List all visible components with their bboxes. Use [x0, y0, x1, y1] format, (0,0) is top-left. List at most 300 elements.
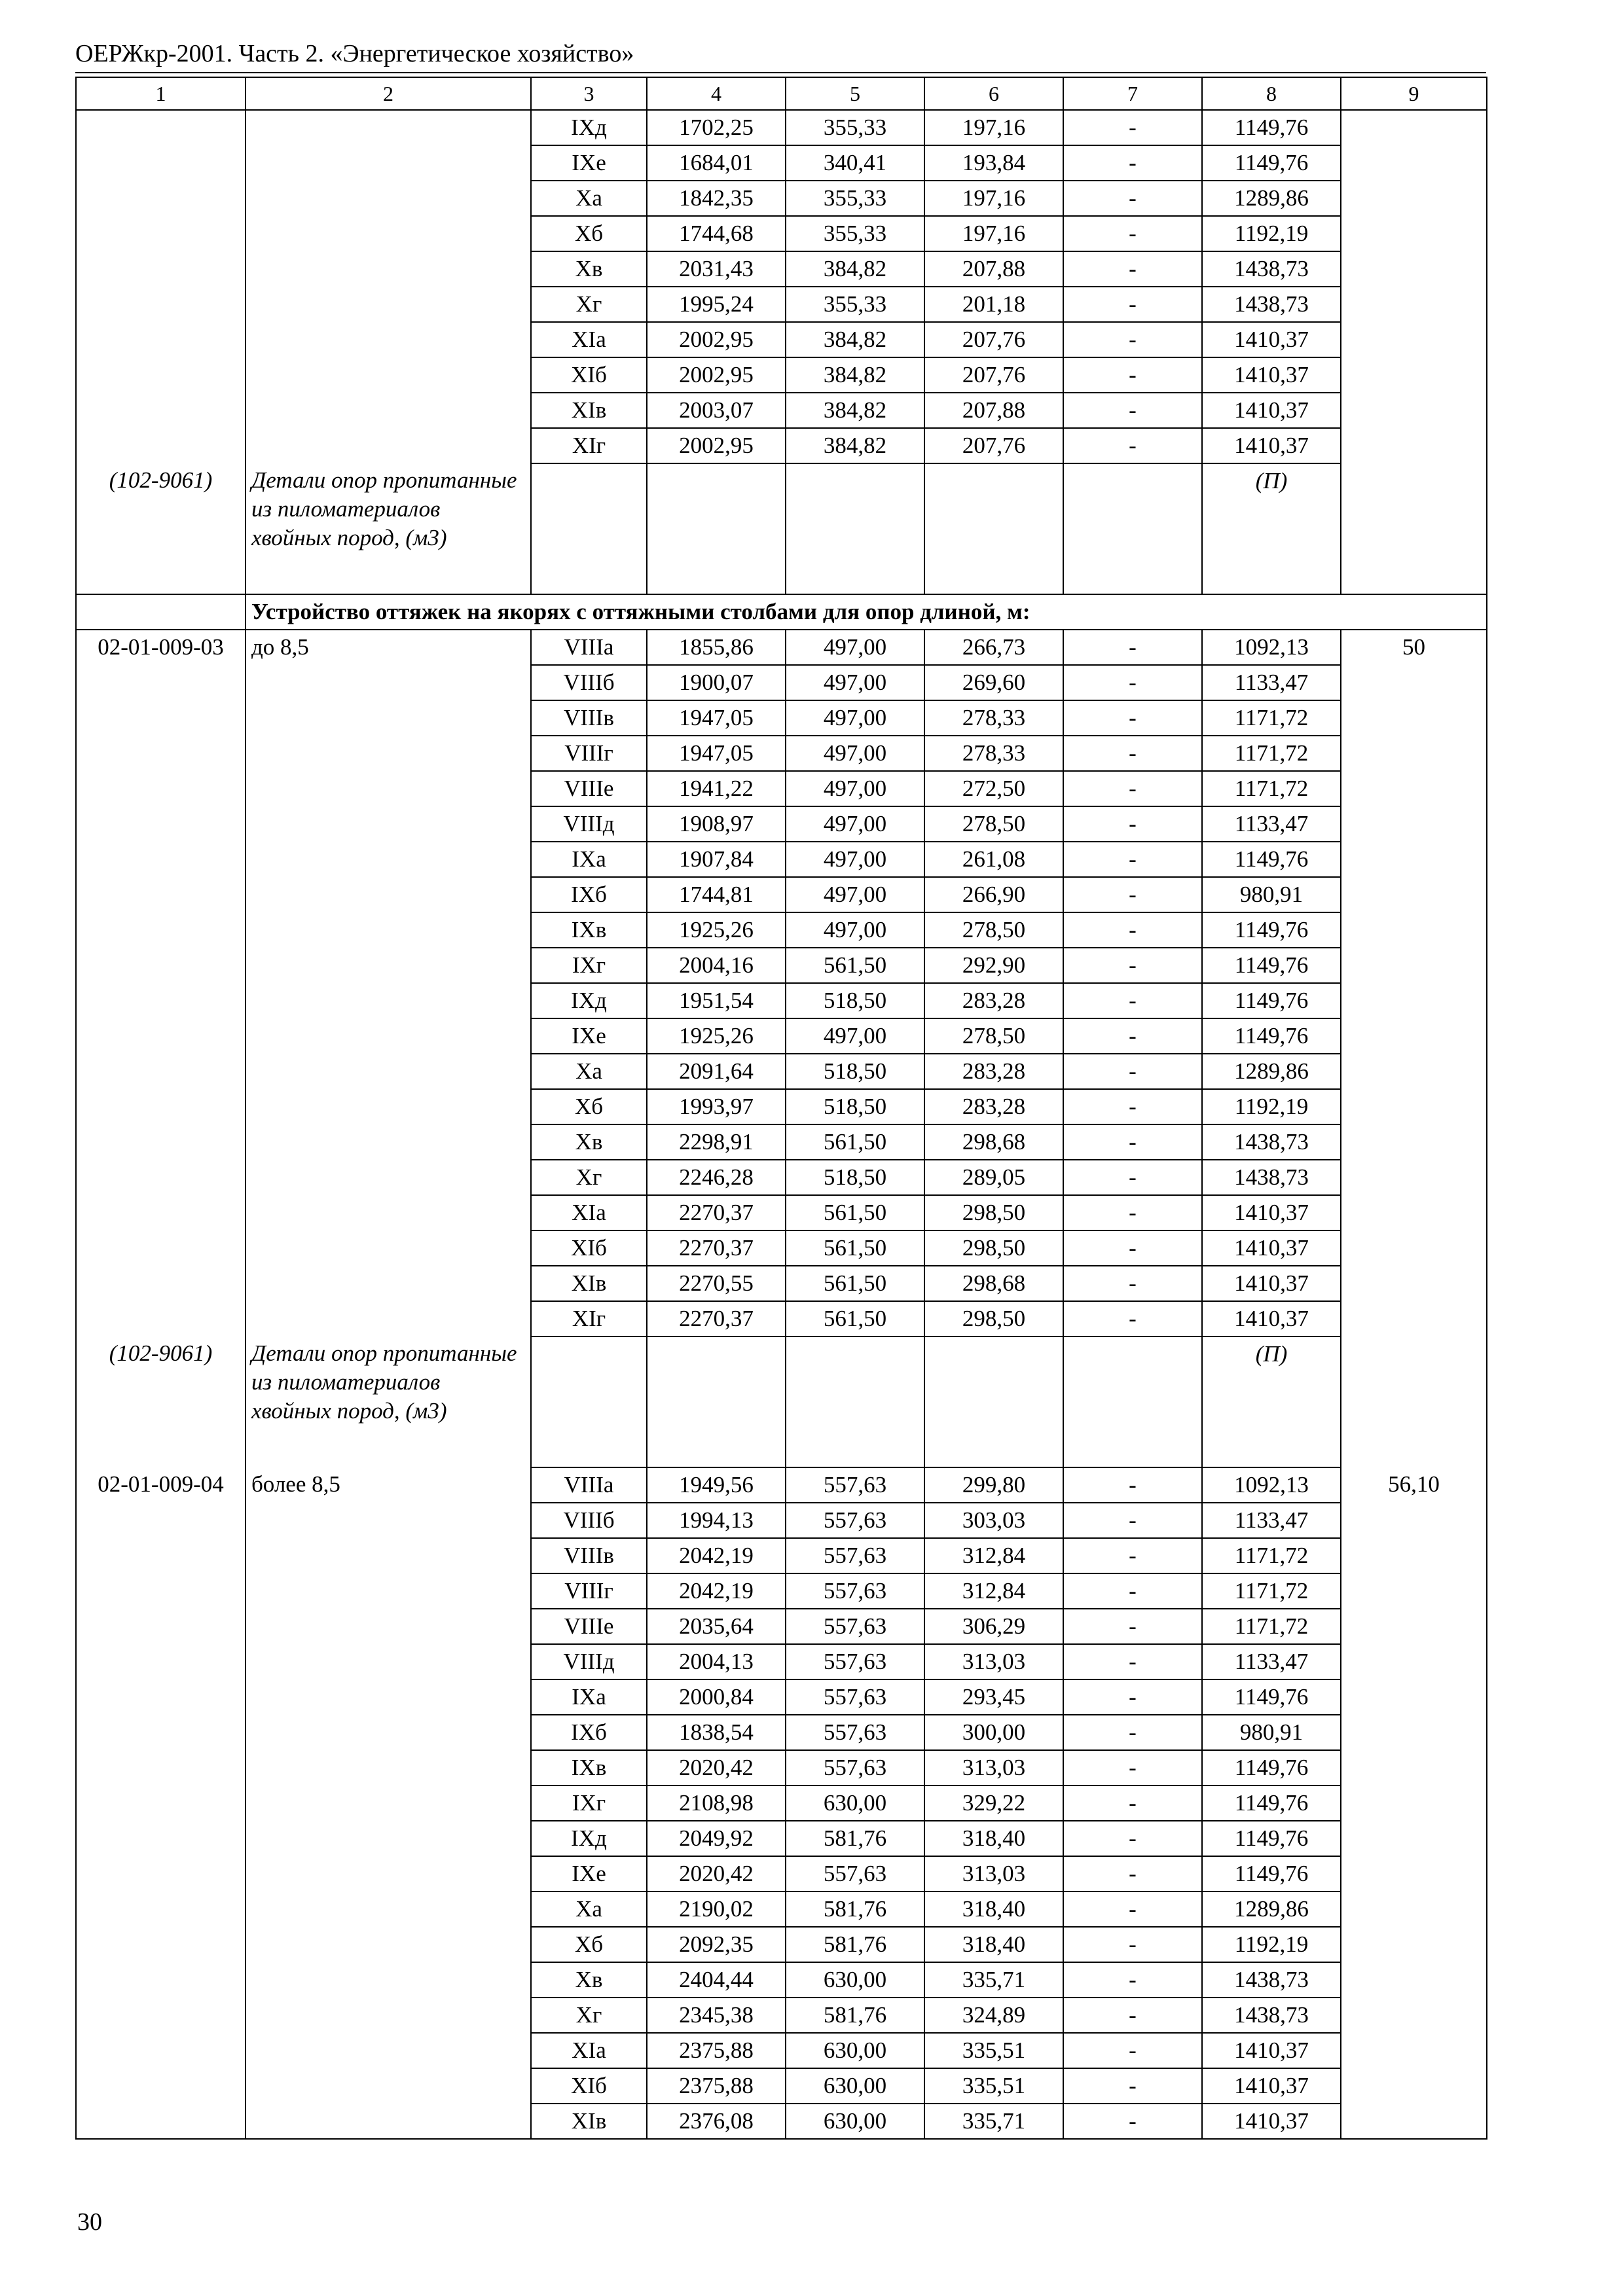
table-row — [76, 216, 1487, 251]
table-row — [76, 877, 1487, 912]
value-cell: 278,33 — [924, 700, 1063, 736]
col9-cell — [1341, 665, 1487, 700]
value-cell: 581,76 — [786, 1821, 924, 1856]
name-cell — [246, 216, 531, 251]
col9-cell: 56,10 — [1341, 1467, 1487, 1503]
value-cell: 1171,72 — [1202, 700, 1341, 736]
value-cell: 1410,37 — [1202, 1301, 1341, 1336]
blank-cell — [1341, 1336, 1487, 1467]
value-cell: 318,40 — [924, 1821, 1063, 1856]
value-cell: 2375,88 — [647, 2068, 786, 2104]
value-cell: 272,50 — [924, 771, 1063, 806]
value-cell: - — [1063, 665, 1202, 700]
name-cell — [246, 806, 531, 842]
col9-cell — [1341, 428, 1487, 463]
blank-cell — [647, 1336, 786, 1467]
value-cell: 355,33 — [786, 110, 924, 145]
value-cell: - — [1063, 842, 1202, 877]
material-code: (102-9061) — [76, 463, 246, 594]
value-cell: 630,00 — [786, 2068, 924, 2104]
value-cell: 329,22 — [924, 1785, 1063, 1821]
value-cell: 497,00 — [786, 877, 924, 912]
value-cell: 312,84 — [924, 1573, 1063, 1609]
value-cell: 2270,37 — [647, 1230, 786, 1266]
value-cell: 1410,37 — [1202, 357, 1341, 393]
code-cell — [76, 1230, 246, 1266]
value-cell: 1744,81 — [647, 877, 786, 912]
table-row — [76, 1715, 1487, 1750]
value-cell: 2002,95 — [647, 428, 786, 463]
col9-cell — [1341, 2104, 1487, 2139]
zone-cell: IXе — [531, 1856, 647, 1892]
table-row — [76, 1195, 1487, 1230]
value-cell: 1410,37 — [1202, 1230, 1341, 1266]
zone-cell: VIIIг — [531, 736, 647, 771]
col9-cell — [1341, 357, 1487, 393]
zone-cell: XIг — [531, 428, 647, 463]
value-cell: 1438,73 — [1202, 1160, 1341, 1195]
value-cell: - — [1063, 771, 1202, 806]
value-cell: - — [1063, 1018, 1202, 1054]
col9-cell — [1341, 983, 1487, 1018]
value-cell: 1900,07 — [647, 665, 786, 700]
col9-cell — [1341, 1962, 1487, 1998]
value-cell: 1092,13 — [1202, 630, 1341, 665]
value-cell: 557,63 — [786, 1538, 924, 1573]
code-cell — [76, 912, 246, 948]
zone-cell: XIв — [531, 1266, 647, 1301]
value-cell: 306,29 — [924, 1609, 1063, 1644]
value-cell: 557,63 — [786, 1503, 924, 1538]
table-row — [76, 1856, 1487, 1892]
zone-cell: VIIIе — [531, 771, 647, 806]
value-cell: 2042,19 — [647, 1573, 786, 1609]
name-cell — [246, 700, 531, 736]
code-cell — [76, 736, 246, 771]
value-cell: 335,71 — [924, 2104, 1063, 2139]
code-cell — [76, 1785, 246, 1821]
value-cell: 384,82 — [786, 251, 924, 287]
col9-cell — [1341, 1609, 1487, 1644]
value-cell: 2042,19 — [647, 1538, 786, 1573]
code-cell — [76, 1538, 246, 1573]
zone-cell: VIIIв — [531, 1538, 647, 1573]
column-number: 3 — [531, 77, 647, 110]
code-cell — [76, 110, 246, 145]
value-cell: 630,00 — [786, 1785, 924, 1821]
code-cell — [76, 1609, 246, 1644]
zone-cell: VIIIд — [531, 806, 647, 842]
section-title: Устройство оттяжек на якорях с оттяжными столбами для опор длиной, м: — [246, 594, 1487, 630]
value-cell: 1410,37 — [1202, 393, 1341, 428]
name-cell — [246, 736, 531, 771]
value-cell: 2375,88 — [647, 2033, 786, 2068]
value-cell: - — [1063, 287, 1202, 322]
code-cell — [76, 771, 246, 806]
value-cell: - — [1063, 393, 1202, 428]
value-cell: 630,00 — [786, 1962, 924, 1998]
value-cell: - — [1063, 806, 1202, 842]
table-row — [76, 145, 1487, 181]
value-cell: 1951,54 — [647, 983, 786, 1018]
code-cell — [76, 1124, 246, 1160]
material-code: (102-9061) — [76, 1336, 246, 1467]
code-cell — [76, 1892, 246, 1927]
value-cell: 1289,86 — [1202, 1892, 1341, 1927]
value-cell: 1192,19 — [1202, 1927, 1341, 1962]
value-cell: 1838,54 — [647, 1715, 786, 1750]
value-cell: 2004,16 — [647, 948, 786, 983]
code-cell — [76, 983, 246, 1018]
value-cell: 561,50 — [786, 1230, 924, 1266]
table-row — [76, 428, 1487, 463]
value-cell: 1947,05 — [647, 736, 786, 771]
value-cell: 266,73 — [924, 630, 1063, 665]
zone-cell: XIг — [531, 1301, 647, 1336]
table-row — [76, 251, 1487, 287]
value-cell: 318,40 — [924, 1892, 1063, 1927]
name-cell — [246, 1821, 531, 1856]
col9-cell — [1341, 1195, 1487, 1230]
column-number: 2 — [246, 77, 531, 110]
value-cell: 313,03 — [924, 1750, 1063, 1785]
code-cell — [76, 2033, 246, 2068]
zone-cell: VIIIг — [531, 1573, 647, 1609]
col9-cell — [1341, 912, 1487, 948]
value-cell: 557,63 — [786, 1750, 924, 1785]
blank-cell — [924, 463, 1063, 594]
material-row — [76, 463, 1487, 594]
value-cell: 630,00 — [786, 2104, 924, 2139]
table-row — [76, 181, 1487, 216]
name-cell — [246, 665, 531, 700]
name-cell: более 8,5 — [246, 1467, 531, 1503]
value-cell: 340,41 — [786, 145, 924, 181]
value-cell: 1925,26 — [647, 1018, 786, 1054]
code-cell — [76, 1054, 246, 1089]
name-cell — [246, 110, 531, 145]
col9-cell — [1341, 2068, 1487, 2104]
value-cell: - — [1063, 251, 1202, 287]
column-number: 1 — [76, 77, 246, 110]
col9-cell — [1341, 806, 1487, 842]
value-cell: 1289,86 — [1202, 181, 1341, 216]
zone-cell: XIа — [531, 2033, 647, 2068]
table-row — [76, 1089, 1487, 1124]
value-cell: 557,63 — [786, 1467, 924, 1503]
zone-cell: Xв — [531, 251, 647, 287]
value-cell: 313,03 — [924, 1856, 1063, 1892]
value-cell: - — [1063, 983, 1202, 1018]
page-header: ОЕРЖкр-2001. Часть 2. «Энергетическое хозяйство» — [75, 40, 634, 67]
value-cell: 318,40 — [924, 1927, 1063, 1962]
code-cell — [76, 322, 246, 357]
zone-cell: XIа — [531, 322, 647, 357]
code-cell — [76, 1750, 246, 1785]
name-cell — [246, 322, 531, 357]
value-cell: 1171,72 — [1202, 1538, 1341, 1573]
code-cell — [76, 393, 246, 428]
name-cell — [246, 2068, 531, 2104]
name-cell — [246, 251, 531, 287]
zone-cell: VIIIв — [531, 700, 647, 736]
table-row — [76, 1538, 1487, 1573]
col9-cell — [1341, 1538, 1487, 1573]
name-cell: до 8,5 — [246, 630, 531, 665]
name-cell — [246, 1266, 531, 1301]
table-row — [76, 1266, 1487, 1301]
value-cell: - — [1063, 322, 1202, 357]
name-cell — [246, 771, 531, 806]
value-cell: 1171,72 — [1202, 771, 1341, 806]
value-cell: 497,00 — [786, 736, 924, 771]
name-cell — [246, 145, 531, 181]
zone-cell: Xа — [531, 1892, 647, 1927]
zone-cell: IXб — [531, 877, 647, 912]
value-cell: - — [1063, 216, 1202, 251]
value-cell: 1149,76 — [1202, 1018, 1341, 1054]
value-cell: 497,00 — [786, 700, 924, 736]
value-cell: - — [1063, 1715, 1202, 1750]
col9-cell — [1341, 1821, 1487, 1856]
value-cell: 2020,42 — [647, 1750, 786, 1785]
section-title-row — [76, 594, 1487, 630]
value-cell: 2002,95 — [647, 322, 786, 357]
table-row — [76, 1892, 1487, 1927]
code-cell — [76, 216, 246, 251]
value-cell: 980,91 — [1202, 877, 1341, 912]
value-cell: 355,33 — [786, 287, 924, 322]
table-row — [76, 1821, 1487, 1856]
value-cell: 2270,55 — [647, 1266, 786, 1301]
zone-cell: XIб — [531, 2068, 647, 2104]
value-cell: 2298,91 — [647, 1124, 786, 1160]
name-cell — [246, 1160, 531, 1195]
name-cell — [246, 2104, 531, 2139]
value-cell: - — [1063, 2033, 1202, 2068]
value-cell: - — [1063, 1467, 1202, 1503]
value-cell: 518,50 — [786, 1160, 924, 1195]
name-cell — [246, 1998, 531, 2033]
value-cell: 1149,76 — [1202, 145, 1341, 181]
zone-cell: VIIIб — [531, 1503, 647, 1538]
value-cell: 1149,76 — [1202, 983, 1341, 1018]
table-row — [76, 2104, 1487, 2139]
value-cell: 1410,37 — [1202, 428, 1341, 463]
value-cell: 581,76 — [786, 1927, 924, 1962]
zone-cell: VIIIб — [531, 665, 647, 700]
col9-cell — [1341, 700, 1487, 736]
name-cell — [246, 842, 531, 877]
value-cell: 207,76 — [924, 322, 1063, 357]
value-cell: 292,90 — [924, 948, 1063, 983]
table-row — [76, 1644, 1487, 1679]
table-row — [76, 1018, 1487, 1054]
value-cell: - — [1063, 1573, 1202, 1609]
table-row — [76, 1962, 1487, 1998]
value-cell: 1149,76 — [1202, 1679, 1341, 1715]
value-cell: 2345,38 — [647, 1998, 786, 2033]
table-row — [76, 736, 1487, 771]
value-cell: 1289,86 — [1202, 1054, 1341, 1089]
value-cell: 283,28 — [924, 1054, 1063, 1089]
zone-cell: Xг — [531, 1160, 647, 1195]
value-cell: 497,00 — [786, 1018, 924, 1054]
name-cell — [246, 1018, 531, 1054]
col9-cell — [1341, 1301, 1487, 1336]
code-cell — [76, 1715, 246, 1750]
code-cell — [76, 1856, 246, 1892]
value-cell: 557,63 — [786, 1679, 924, 1715]
value-cell: 335,71 — [924, 1962, 1063, 1998]
col9-cell — [1341, 1089, 1487, 1124]
code-cell — [76, 428, 246, 463]
name-cell — [246, 1301, 531, 1336]
value-cell: 1949,56 — [647, 1467, 786, 1503]
col9-cell — [1341, 1644, 1487, 1679]
name-cell — [246, 181, 531, 216]
col9-cell — [1341, 1927, 1487, 1962]
zone-cell: Xа — [531, 181, 647, 216]
table-row — [76, 1160, 1487, 1195]
zone-cell: Xв — [531, 1124, 647, 1160]
code-cell — [76, 842, 246, 877]
name-cell — [246, 1538, 531, 1573]
code-cell — [76, 1160, 246, 1195]
value-cell: 197,16 — [924, 216, 1063, 251]
column-number-row — [76, 77, 1487, 110]
value-cell: 278,50 — [924, 806, 1063, 842]
code-cell — [76, 1573, 246, 1609]
name-cell — [246, 1089, 531, 1124]
value-cell: 1149,76 — [1202, 1785, 1341, 1821]
value-cell: 518,50 — [786, 1089, 924, 1124]
code-cell — [76, 877, 246, 912]
name-cell — [246, 1892, 531, 1927]
col9-cell — [1341, 1124, 1487, 1160]
col9-cell — [1341, 1573, 1487, 1609]
code-cell: 02-01-009-03 — [76, 630, 246, 665]
zone-cell: Xв — [531, 1962, 647, 1998]
code-cell: 02-01-009-04 — [76, 1467, 246, 1503]
table-row — [76, 1679, 1487, 1715]
value-cell: - — [1063, 1644, 1202, 1679]
table-row — [76, 700, 1487, 736]
value-cell: 561,50 — [786, 1195, 924, 1230]
value-cell: 1149,76 — [1202, 842, 1341, 877]
value-cell: 1438,73 — [1202, 1124, 1341, 1160]
value-cell: 1133,47 — [1202, 1503, 1341, 1538]
table-row — [76, 287, 1487, 322]
zone-cell: XIа — [531, 1195, 647, 1230]
code-cell — [76, 1644, 246, 1679]
code-cell — [76, 287, 246, 322]
value-cell: 197,16 — [924, 110, 1063, 145]
price-table — [75, 77, 1487, 2140]
value-cell: 1438,73 — [1202, 1998, 1341, 2033]
name-cell — [246, 357, 531, 393]
value-cell: 980,91 — [1202, 1715, 1341, 1750]
value-cell: 2404,44 — [647, 1962, 786, 1998]
value-cell: 561,50 — [786, 1266, 924, 1301]
zone-cell: Xа — [531, 1054, 647, 1089]
value-cell: 2270,37 — [647, 1301, 786, 1336]
zone-cell: Xб — [531, 1089, 647, 1124]
code-cell — [76, 1089, 246, 1124]
col9-cell — [1341, 1230, 1487, 1266]
column-number: 8 — [1202, 77, 1341, 110]
value-cell: 2003,07 — [647, 393, 786, 428]
value-cell: - — [1063, 630, 1202, 665]
value-cell: 201,18 — [924, 287, 1063, 322]
column-number: 5 — [786, 77, 924, 110]
value-cell: - — [1063, 1856, 1202, 1892]
value-cell: - — [1063, 1679, 1202, 1715]
col9-cell — [1341, 216, 1487, 251]
blank-cell — [924, 1336, 1063, 1467]
table-row — [76, 393, 1487, 428]
value-cell: 1438,73 — [1202, 251, 1341, 287]
value-cell: - — [1063, 877, 1202, 912]
value-cell: 497,00 — [786, 912, 924, 948]
code-cell — [76, 665, 246, 700]
code-cell — [76, 1018, 246, 1054]
table-row — [76, 1750, 1487, 1785]
col9-cell — [1341, 771, 1487, 806]
name-cell — [246, 1644, 531, 1679]
table-row — [76, 1124, 1487, 1160]
code-cell — [76, 806, 246, 842]
table-row — [76, 1503, 1487, 1538]
value-cell: - — [1063, 1266, 1202, 1301]
code-cell — [76, 1266, 246, 1301]
value-cell: - — [1063, 357, 1202, 393]
name-cell — [246, 912, 531, 948]
value-cell: 1855,86 — [647, 630, 786, 665]
value-cell: - — [1063, 1998, 1202, 2033]
code-cell — [76, 1927, 246, 1962]
value-cell: - — [1063, 110, 1202, 145]
value-cell: - — [1063, 1160, 1202, 1195]
value-cell: 1842,35 — [647, 181, 786, 216]
blank-cell — [531, 463, 647, 594]
value-cell: 298,50 — [924, 1230, 1063, 1266]
value-cell: 2035,64 — [647, 1609, 786, 1644]
table-row — [76, 2068, 1487, 2104]
value-cell: 2108,98 — [647, 1785, 786, 1821]
column-number: 4 — [647, 77, 786, 110]
table-row — [76, 357, 1487, 393]
value-cell: 1171,72 — [1202, 1609, 1341, 1644]
zone-cell: IXв — [531, 912, 647, 948]
table-row — [76, 1054, 1487, 1089]
value-cell: 1192,19 — [1202, 1089, 1341, 1124]
zone-cell: XIб — [531, 1230, 647, 1266]
col9-cell — [1341, 393, 1487, 428]
name-cell — [246, 1856, 531, 1892]
header-rule — [75, 72, 1486, 73]
name-cell — [246, 1679, 531, 1715]
blank-cell — [76, 594, 246, 630]
value-cell: - — [1063, 736, 1202, 771]
code-cell — [76, 2068, 246, 2104]
value-cell: - — [1063, 1054, 1202, 1089]
code-cell — [76, 1998, 246, 2033]
value-cell: 557,63 — [786, 1609, 924, 1644]
col9-cell — [1341, 1679, 1487, 1715]
value-cell: - — [1063, 181, 1202, 216]
value-cell: 193,84 — [924, 145, 1063, 181]
